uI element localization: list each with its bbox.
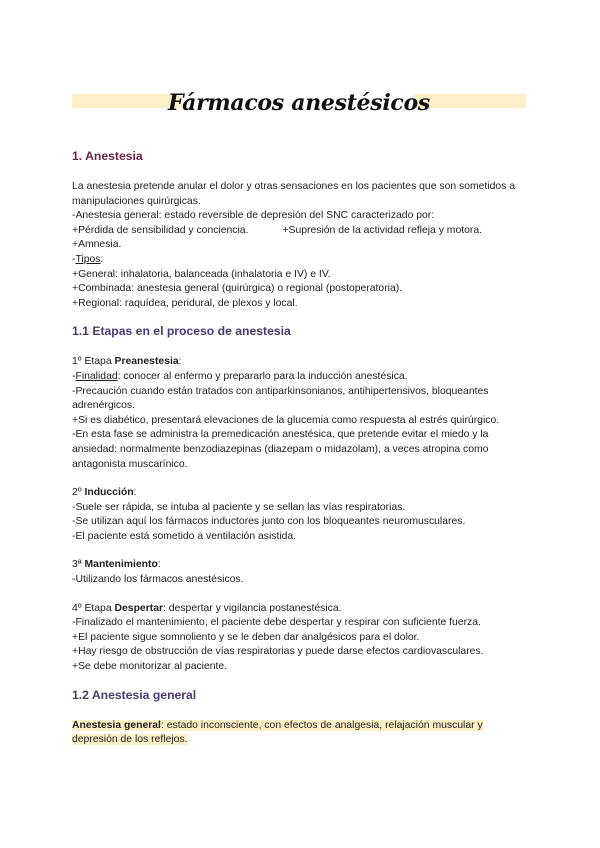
general-features-row bbox=[72, 224, 528, 239]
etapa4-line: -Finalizado el mantenimiento, el paciente debe despertar y respirar con suficiente fuerza. bbox=[72, 617, 481, 629]
tipos-label: Tipos bbox=[75, 253, 101, 265]
tipos-prefix: - bbox=[72, 253, 76, 265]
etapa2-suffix: : bbox=[133, 487, 137, 499]
etapa3-prefix: 3ª bbox=[72, 559, 85, 571]
etapa3-title bbox=[72, 558, 528, 573]
etapa1-name: Preanestesia bbox=[114, 356, 179, 368]
finalidad-prefix: - bbox=[72, 370, 76, 382]
etapa1-precaucion: -Precaución cuando están tratados con antiparkinsonianos, antihipertensivos, bloqueantes adrenérgicos. bbox=[72, 385, 489, 412]
etapa3-suffix: : bbox=[157, 559, 161, 571]
intro-paragraph: La anestesia pretende anular el dolor y otras sensaciones en los pacientes que son sometidos a manipulaciones quirúrgicas. bbox=[72, 181, 516, 207]
etapa3-line: -Utilizando los fármacos anestésicos. bbox=[72, 574, 244, 586]
heading-anestesia: 1. Anestesia bbox=[72, 149, 143, 163]
finalidad-text: : conocer al enfermo y prepararlo para la inducción anestésica. bbox=[117, 370, 408, 382]
etapa4-name: Despertar bbox=[114, 602, 164, 614]
etapa2-name: Inducción bbox=[84, 487, 134, 499]
etapa2-line: -Suele ser rápida, se intuba al paciente y se sellan las vías respiratorias. bbox=[72, 501, 406, 513]
etapa1-premedicacion: -En esta fase se administra la premedicación anestésica, que pretende evitar el miedo y la ansiedad: normalmente benzodiazepinas (diazepam o midazolam), a veces atropina como antagonista muscarínico. bbox=[72, 429, 489, 470]
feature-supresion: +Supresión de la actividad refleja y motora. bbox=[282, 224, 483, 236]
etapa1-title bbox=[72, 355, 528, 370]
document-body bbox=[72, 148, 528, 748]
etapa3-name: Mantenimiento bbox=[84, 559, 158, 571]
tipos-label-line bbox=[72, 253, 528, 268]
tipos-suffix: : bbox=[100, 253, 104, 265]
title-row bbox=[72, 86, 526, 122]
etapa2-line: -El paciente está sometido a ventilación asistida. bbox=[72, 530, 297, 542]
finalidad-label: Finalidad bbox=[75, 370, 118, 382]
etapa2-prefix: 2º bbox=[72, 487, 85, 499]
etapa4-title bbox=[72, 602, 528, 617]
etapa4-line: +Se debe monitorizar al paciente. bbox=[72, 661, 228, 673]
etapa2-title bbox=[72, 486, 528, 501]
heading-anestesia-general: 1.2 Anestesia general bbox=[72, 687, 197, 702]
definition-term: Anestesia general bbox=[72, 719, 161, 731]
etapa1-prefix: 1º Etapa bbox=[72, 356, 115, 368]
tipo-regional: +Regional: raquídea, peridural, de plexos y local. bbox=[72, 297, 298, 309]
etapa4-line: +Hay riesgo de obstrucción de vías respiratorias y puede darse efectos cardiovasculares. bbox=[72, 646, 484, 658]
definition-text: : estado inconsciente, con efectos de analgesia, relajación muscular y depresión de los reflejos. bbox=[72, 719, 483, 746]
general-definition: -Anestesia general: estado reversible de depresión del SNC caracterizado por: bbox=[72, 210, 435, 222]
etapa1-finalidad bbox=[72, 370, 528, 385]
feature-amnesia: +Amnesia. bbox=[72, 239, 122, 251]
etapa2-line: -Se utilizan aquí los fármacos inductores junto con los bloqueantes neuromusculares. bbox=[72, 516, 466, 528]
page-title: Fármacos anestésicos bbox=[168, 90, 430, 116]
etapa1-suffix: : bbox=[178, 356, 182, 368]
feature-perdida: +Pérdida de sensibilidad y conciencia. bbox=[72, 224, 249, 236]
etapa4-suffix: : despertar y vigilancia postanestésica. bbox=[163, 602, 342, 614]
tipo-general: +General: inhalatoria, balanceada (inhalatoria e IV) e IV. bbox=[72, 268, 331, 280]
heading-etapas: 1.1 Etapas en el proceso de anestesia bbox=[72, 324, 291, 339]
etapa1-diabetico: +Si es diabético, presentará elevaciones de la glucemia como respuesta al estrés quirúrgico. bbox=[72, 414, 500, 426]
etapa4-prefix: 4º Etapa bbox=[72, 602, 115, 614]
etapa4-line: +El paciente sigue somnoliento y se le deben dar analgésicos para el dolor. bbox=[72, 631, 420, 643]
tipo-combinada: +Combinada: anestesia general (quirúrgica) o regional (postoperatoria). bbox=[72, 283, 403, 295]
definition-anestesia-general bbox=[72, 719, 528, 748]
